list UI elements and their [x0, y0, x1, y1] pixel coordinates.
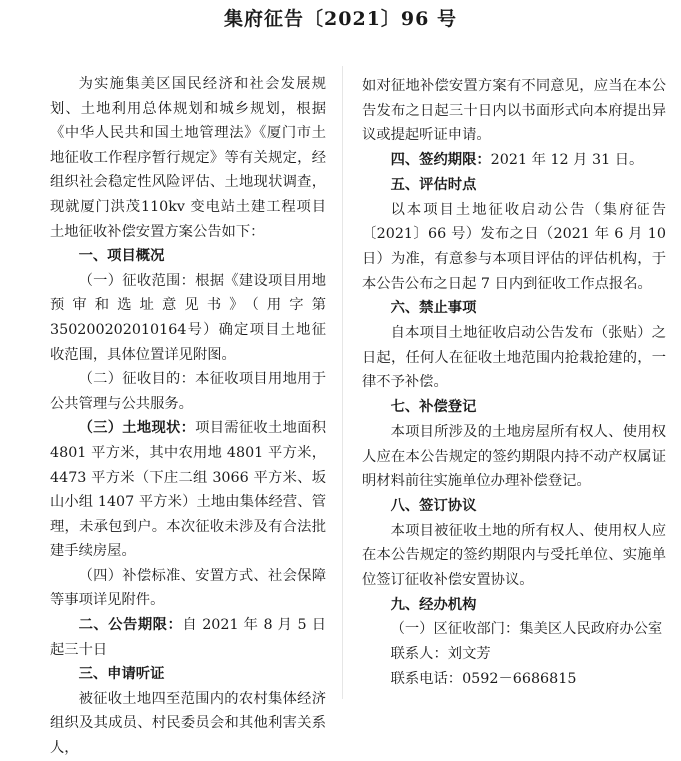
- section-2-label: 二、公告期限：: [78, 617, 183, 634]
- section-8-text: 本项目被征收土地的所有权人、使用权人应在本公告规定的签约期限内与受托单位、实施单位签订征收补偿安置协议。: [362, 522, 666, 589]
- section-3-text: 被征收土地四至范围内的农村集体经济组织及其成员、村民委员会和其他利害关系人，: [50, 690, 326, 757]
- section-6-heading: 六、禁止事项: [390, 300, 477, 317]
- section-3-heading: 三、申请听证: [78, 666, 165, 683]
- section-1-item-3-text: 项目需征收土地面积 4801 平方米，其中农用地 4801 平方米，4473 平方米（下庄二组 3066 平方米、坂山小组 1407 平方米）土地由集体经营、管理，未承包到户。本次征收未涉及有合法批建手续房屋。: [50, 420, 327, 560]
- section-1-item-3: [50, 416, 326, 564]
- section-2-paragraph: [50, 613, 326, 662]
- document-number-title: 集府征告〔2021〕96 号: [224, 8, 457, 30]
- section-8-heading: 八、签订协议: [390, 497, 477, 514]
- section-4-paragraph: [362, 148, 666, 173]
- right-column: [362, 74, 666, 692]
- section-4-label: 四、签约期限：: [390, 152, 491, 169]
- section-3-continuation: 如对征地补偿安置方案有不同意见，应当在本公告发布之日起三十日内以书面形式向本府提出异议或提起听证申请。: [362, 78, 666, 144]
- section-9-heading: 九、经办机构: [390, 596, 477, 613]
- section-4-text: 2021 年 12 月 31 日。: [490, 152, 644, 169]
- section-1-heading: 一、项目概况: [78, 248, 165, 265]
- section-2-text: 自 2021 年 8 月 5 日起三十日: [50, 617, 327, 658]
- section-9-item-1: （一）区征收部门：集美区人民政府办公室: [390, 621, 663, 638]
- left-column: [50, 72, 326, 761]
- section-5-text: 以本项目土地征收启动公告（集府征告〔2021〕66 号）发布之日（2021 年 6 月 10 日）为准，有意参与本项目评估的评估机构，于本公告公布之日起 7 日内到征收工作点报名。: [362, 201, 666, 292]
- section-9-phone: 联系电话：0592－6686815: [390, 670, 577, 687]
- section-1-item-4: （四）补偿标准、安置方式、社会保障等事项详见附件。: [50, 567, 326, 609]
- section-1-item-2: （二）征收目的：本征收项目用地用于公共管理与公共服务。: [50, 371, 326, 412]
- section-9-contact: 联系人：刘文芳: [390, 646, 491, 663]
- section-5-heading: 五、评估时点: [390, 176, 477, 193]
- section-7-heading: 七、补偿登记: [390, 399, 477, 416]
- section-7-text: 本项目所涉及的土地房屋所有权人、使用权人应在本公告规定的签约期限内持不动产权属证明材料前往实施单位办理补偿登记。: [362, 423, 666, 490]
- section-6-text: 自本项目土地征收启动公告发布（张贴）之日起，任何人在征收土地范围内抢栽抢建的，一律不予补偿。: [362, 325, 666, 391]
- section-1-item-1: （一）征收范围：根据《建设项目用地预审和选址意见书》（用字第 350200202010164号）确定项目土地征收范围，具体位置详见附图。: [50, 272, 326, 363]
- column-divider: [342, 66, 343, 699]
- intro-paragraph: 为实施集美区国民经济和社会发展规划、土地利用总体规划和城乡规划，根据《中华人民共和国土地管理法》《厦门市土地征收工作程序暂行规定》等有关规定，经组织社会稳定性风险评估、土地现状调查，现就厦门洪茂110kv 变电站土建工程项目土地征收补偿安置方案公告如下：: [50, 76, 326, 240]
- section-1-item-3-label: （三）土地现状：: [78, 420, 196, 437]
